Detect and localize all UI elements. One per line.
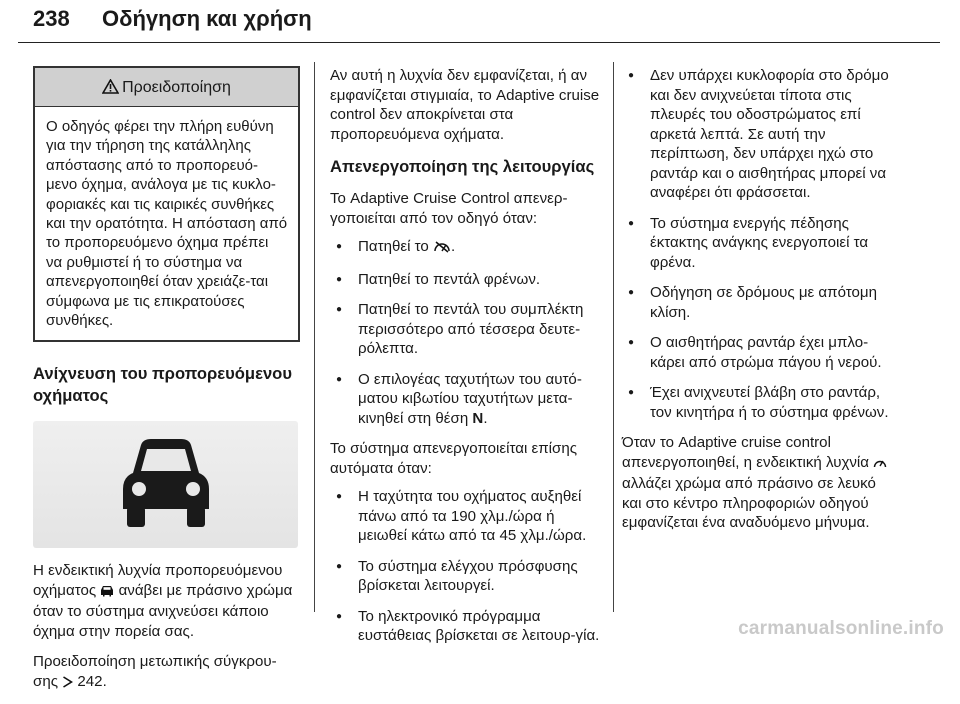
- list-auto-deactivation-continued: [622, 66, 892, 422]
- section-heading-deactivation: Απενεργοποίηση της λειτουργίας: [330, 157, 595, 176]
- list-item: ● Η ταχύτητα του οχήματος αυξηθεί πάνω από τα 190 χλμ./ώρα ή μειωθεί κάτω από τα 45 χλμ./ώρα.: [330, 487, 604, 546]
- list-auto-deactivation: [330, 487, 604, 646]
- reference-arrow-icon: [62, 674, 73, 694]
- list-item: ● Έχει ανιχνευτεί βλάβη στο ραντάρ, τον κινητήρα ή το σύστημα φρένων.: [622, 383, 892, 422]
- column-right: [622, 66, 892, 544]
- paragraph-lamp: Η ενδεικτική λυχνία προπορευόμενου οχήματος ανάβει με πράσινο χρώμα όταν το σύστημα ανιχνεύσει κάποιο όχημα στην πορεία σας.: [33, 562, 293, 640]
- list-item: ● Οδήγηση σε δρόμους με απότομη κλίση.: [622, 283, 892, 322]
- warning-text: Ο οδηγός φέρει την πλήρη ευθύνη για την τήρηση της κατάλληλης απόστασης από το προπορευό-μενο όχημα, ανάλογα με τις κυκλο-φοριακές και τις καιρικές συνθήκες και την ορατότητα. Η απόσταση από το προπορευόμενο όχημα πρέπει να ρυθμιστεί ή το σύστημα να απενεργοποιηθεί όταν χρειάζε-ται σύμφωνα με τις επικρατούσες συνθήκες.: [46, 118, 288, 330]
- list-item: ● Πατηθεί το πεντάλ του συμπλέκτη περισσότερο από τέσσερα δευτε-ρόλεπτα.: [330, 300, 604, 359]
- list-item: ● Δεν υπάρχει κυκλοφορία στο δρόμο και δεν ανιχνεύεται τίποτα στις πλευρές του οδοστρώματος επί αρκετά λεπτά. Σε αυτή την περίπτωση, δεν υπάρχει ηχώ στο ραντάρ και ο αισθητήρας μπορεί να αναφέρει ότι φράσσεται.: [622, 66, 892, 203]
- list-item: ● Ο επιλογέας ταχυτήτων του αυτό-ματου κιβωτίου ταχυτήτων μετα-κινηθεί στη θέση N.: [330, 370, 604, 429]
- list-item: ● Το ηλεκτρονικό πρόγραμμα ευστάθειας βρίσκεται σε λειτουρ-γία.: [330, 607, 604, 646]
- warning-box: [33, 66, 300, 342]
- paragraph-driver-deactivation: Το Adaptive Cruise Control απενερ-γοποιείται από τον οδηγό όταν:: [330, 190, 568, 227]
- car-illustration: [33, 421, 298, 548]
- list-item: ● Το σύστημα ελέγχου πρόσφυσης βρίσκεται λειτουργεί.: [330, 557, 604, 596]
- column-divider-right: [613, 62, 614, 612]
- car-front-icon: [121, 437, 211, 529]
- list-driver-deactivation: [330, 237, 604, 428]
- paragraph-collision-ref: Προειδοποίηση μετωπικής σύγκρου-σης 242.: [33, 652, 298, 693]
- list-item: ● Πατηθεί το πεντάλ φρένων.: [330, 270, 604, 290]
- page-header: [18, 2, 942, 48]
- page-reference[interactable]: 242.: [77, 672, 107, 690]
- warning-header: [35, 68, 298, 107]
- list-item: ● Πατηθεί το .: [330, 237, 604, 259]
- page-number: 238: [33, 6, 70, 31]
- column-middle: [330, 66, 604, 657]
- list-item: ● Ο αισθητήρας ραντάρ έχει μπλο-κάρει από στρώμα πάγου ή νερού.: [622, 333, 892, 372]
- warning-triangle-icon: [102, 70, 119, 110]
- paragraph-auto-deactivation: Το σύστημα απενεργοποιείται επίσης αυτόματα όταν:: [330, 440, 577, 477]
- paragraph-lamp-color-change: Όταν το Adaptive cruise control απενεργοποιηθεί, η ενδεικτική λυχνία αλλάζει χρώμα από πράσινο σε λευκό και στο κέντρο πληροφοριών οδηγού εμφανίζεται ένα αναδυόμενο μήνυμα.: [622, 433, 892, 533]
- column-left: [33, 66, 298, 704]
- warning-title: Προειδοποίηση: [122, 79, 231, 96]
- gear-position: N: [472, 409, 484, 427]
- cruise-speedometer-icon: [873, 455, 887, 475]
- column-divider-left: [314, 62, 315, 612]
- header-rule: [18, 42, 940, 43]
- list-item: ● Το σύστημα ενεργής πέδησης έκτακτης ανάγκης ενεργοποιεί τα φρένα.: [622, 214, 892, 273]
- cruise-cancel-icon: [433, 239, 451, 259]
- watermark: carmanualsonline.info: [738, 618, 944, 639]
- car-front-icon: [100, 583, 114, 603]
- section-heading-detection: Ανίχνευση του προπορευόμενου οχήματος: [33, 364, 292, 406]
- page-title: Οδήγηση και χρήση: [102, 6, 312, 31]
- paragraph-not-shown: Αν αυτή η λυχνία δεν εμφανίζεται, ή αν εμφανίζεται στιγμιαία, το Adaptive cruise control δεν αποκρίνεται στα προπορευόμενα οχήματα.: [330, 67, 600, 143]
